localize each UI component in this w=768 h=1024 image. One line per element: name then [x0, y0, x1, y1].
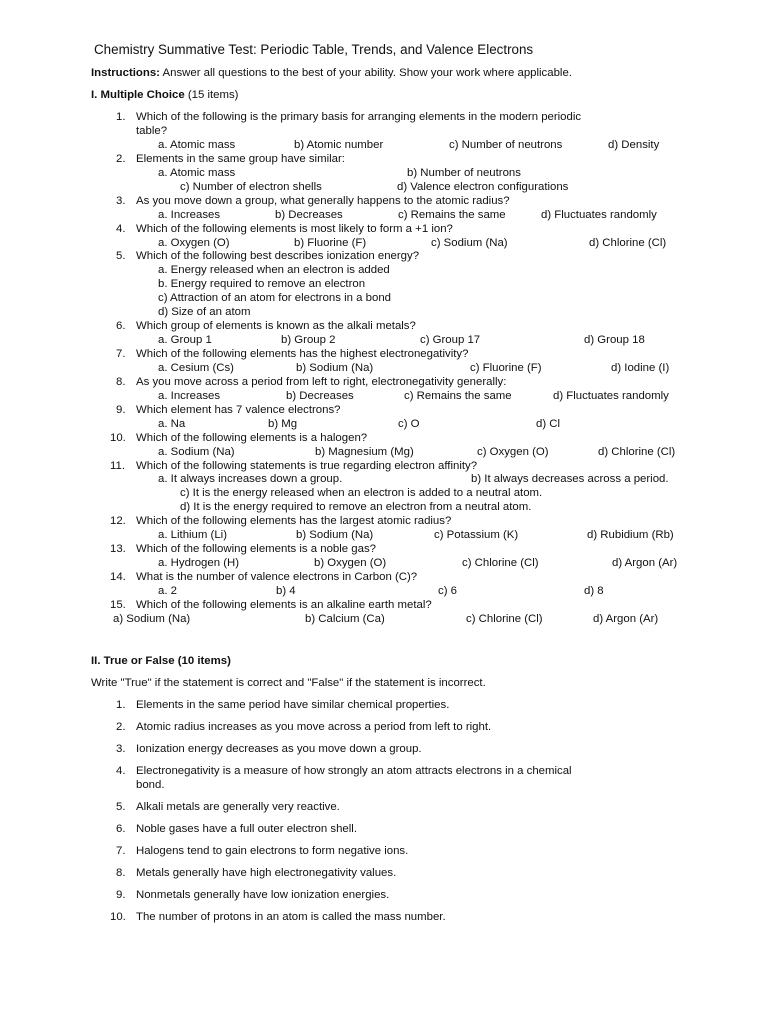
- q5-number: 5.: [116, 250, 126, 262]
- tf-number: 8.: [116, 867, 126, 879]
- q13-option-b: b) Oxygen (O): [314, 557, 387, 569]
- q15-number: 15.: [110, 599, 126, 611]
- section-1-title: I. Multiple Choice: [91, 89, 185, 101]
- q12-option-c: c) Potassium (K): [434, 529, 519, 541]
- q4-option-d: d) Chlorine (Cl): [589, 237, 667, 249]
- tf-statement: Alkali metals are generally very reactive.: [136, 801, 340, 813]
- section-2-instructions: Write "True" if the statement is correct and "False" if the statement is incorrect.: [91, 677, 486, 689]
- q1-option-d: d) Density: [608, 139, 660, 151]
- q11-option-b: b) It always decreases across a period.: [471, 473, 669, 485]
- q12-number: 12.: [110, 515, 126, 527]
- tf-number: 5.: [116, 801, 126, 813]
- q7-question: Which of the following elements has the highest electronegativity?: [136, 348, 469, 360]
- q8-option-b: b) Decreases: [286, 390, 354, 402]
- tf-number: 10.: [110, 911, 126, 923]
- q13-question: Which of the following elements is a noble gas?: [136, 543, 376, 555]
- q7-option-d: d) Iodine (I): [611, 362, 670, 374]
- q4-question: Which of the following elements is most likely to form a +1 ion?: [136, 223, 453, 235]
- tf-number: 2.: [116, 721, 126, 733]
- tf-number: 6.: [116, 823, 126, 835]
- q9-option-c: c) O: [398, 418, 420, 430]
- q13-option-a: a. Hydrogen (H): [158, 557, 240, 569]
- tf-statement: Noble gases have a full outer electron shell.: [136, 823, 357, 835]
- q7-option-b: b) Sodium (Na): [296, 362, 374, 374]
- q10-question: Which of the following elements is a halogen?: [136, 432, 368, 444]
- q3-option-c: c) Remains the same: [398, 209, 506, 221]
- q1-option-b: b) Atomic number: [294, 139, 384, 151]
- q5-option-b: b. Energy required to remove an electron: [158, 278, 366, 290]
- q7-number: 7.: [116, 348, 126, 360]
- q6-question: Which group of elements is known as the alkali metals?: [136, 320, 416, 332]
- q5-option-a: a. Energy released when an electron is added: [158, 264, 390, 276]
- q8-option-c: c) Remains the same: [404, 390, 512, 402]
- q15-option-d: d) Argon (Ar): [593, 613, 659, 625]
- q13-option-d: d) Argon (Ar): [612, 557, 678, 569]
- q3-option-a: a. Increases: [158, 209, 221, 221]
- q6-number: 6.: [116, 320, 126, 332]
- q10-option-b: b) Magnesium (Mg): [315, 446, 414, 458]
- q1-option-a: a. Atomic mass: [158, 139, 236, 151]
- tf-statement: Atomic radius increases as you move across a period from left to right.: [136, 721, 492, 733]
- q14-option-a: a. 2: [158, 585, 177, 597]
- q2-question: Elements in the same group have similar:: [136, 153, 345, 165]
- q9-option-a: a. Na: [158, 418, 186, 430]
- q11-option-c: c) It is the energy released when an electron is added to a neutral atom.: [180, 487, 543, 499]
- page-title: Chemistry Summative Test: Periodic Table, Trends, and Valence Electrons: [94, 42, 534, 57]
- tf-statement: Metals generally have high electronegativity values.: [136, 867, 397, 879]
- q13-option-c: c) Chlorine (Cl): [462, 557, 539, 569]
- tf-statement: Halogens tend to gain electrons to form negative ions.: [136, 845, 409, 857]
- q4-option-c: c) Sodium (Na): [431, 237, 508, 249]
- q2-option-c: c) Number of electron shells: [180, 181, 322, 193]
- tf-statement: Electronegativity is a measure of how strongly an atom attracts electrons in a chemical: [136, 765, 572, 777]
- q1-question-cont: table?: [136, 125, 168, 137]
- q6-option-a: a. Group 1: [158, 334, 212, 346]
- q14-option-c: c) 6: [438, 585, 457, 597]
- q7-option-c: c) Fluorine (F): [470, 362, 542, 374]
- q15-question: Which of the following elements is an alkaline earth metal?: [136, 599, 432, 611]
- q8-question: As you move across a period from left to right, electronegativity generally:: [136, 376, 507, 388]
- q8-option-a: a. Increases: [158, 390, 221, 402]
- q1-question: Which of the following is the primary basis for arranging elements in the modern periodic: [136, 111, 582, 123]
- q12-option-d: d) Rubidium (Rb): [587, 529, 674, 541]
- q8-number: 8.: [116, 376, 126, 388]
- tf-number: 3.: [116, 743, 126, 755]
- tf-number: 7.: [116, 845, 126, 857]
- q12-option-b: b) Sodium (Na): [296, 529, 374, 541]
- q11-option-a: a. It always increases down a group.: [158, 473, 343, 485]
- q5-option-d: d) Size of an atom: [158, 306, 251, 318]
- tf-statement: The number of protons in an atom is called the mass number.: [136, 911, 446, 923]
- q14-option-d: d) 8: [584, 585, 604, 597]
- tf-number: 1.: [116, 699, 126, 711]
- tf-statement: Ionization energy decreases as you move down a group.: [136, 743, 422, 755]
- q7-option-a: a. Cesium (Cs): [158, 362, 234, 374]
- q3-option-d: d) Fluctuates randomly: [541, 209, 657, 221]
- q1-option-c: c) Number of neutrons: [449, 139, 563, 151]
- q4-number: 4.: [116, 223, 126, 235]
- section-1-heading: [91, 88, 238, 102]
- q4-option-a: a. Oxygen (O): [158, 237, 230, 249]
- q6-option-c: c) Group 17: [420, 334, 481, 346]
- q6-option-d: d) Group 18: [584, 334, 645, 346]
- section-1-count: (15 items): [184, 89, 239, 101]
- q9-option-b: b) Mg: [268, 418, 298, 430]
- q11-number: 11.: [110, 460, 125, 472]
- q15-option-a: a) Sodium (Na): [113, 613, 191, 625]
- q11-option-d: d) It is the energy required to remove an electron from a neutral atom.: [180, 501, 532, 513]
- q14-number: 14.: [110, 571, 126, 583]
- q10-option-a: a. Sodium (Na): [158, 446, 235, 458]
- tf-number: 9.: [116, 889, 126, 901]
- q15-option-c: c) Chlorine (Cl): [466, 613, 543, 625]
- tf-number: 4.: [116, 765, 126, 777]
- q2-number: 2.: [116, 153, 126, 165]
- q3-option-b: b) Decreases: [275, 209, 343, 221]
- q13-number: 13.: [110, 543, 126, 555]
- q9-question: Which element has 7 valence electrons?: [136, 404, 341, 416]
- q2-option-d: d) Valence electron configurations: [397, 181, 569, 193]
- q9-number: 9.: [116, 404, 126, 416]
- q14-question: What is the number of valence electrons in Carbon (C)?: [136, 571, 418, 583]
- q10-number: 10.: [110, 432, 126, 444]
- q3-question: As you move down a group, what generally happens to the atomic radius?: [136, 195, 510, 207]
- instructions-label: Instructions:: [91, 67, 160, 79]
- q2-option-a: a. Atomic mass: [158, 167, 236, 179]
- q9-option-d: d) Cl: [536, 418, 561, 430]
- q11-question: Which of the following statements is true regarding electron affinity?: [136, 460, 478, 472]
- tf-statement: Nonmetals generally have low ionization energies.: [136, 889, 390, 901]
- section-2-heading: II. True or False (10 items): [91, 655, 231, 667]
- q5-question: Which of the following best describes ionization energy?: [136, 250, 420, 262]
- q6-option-b: b) Group 2: [281, 334, 336, 346]
- tf-statement-cont: bond.: [136, 779, 165, 791]
- q12-option-a: a. Lithium (Li): [158, 529, 228, 541]
- q3-number: 3.: [116, 195, 126, 207]
- q1-number: 1.: [116, 111, 126, 123]
- q2-option-b: b) Number of neutrons: [407, 167, 521, 179]
- instructions: [91, 66, 572, 80]
- q10-option-c: c) Oxygen (O): [477, 446, 549, 458]
- instructions-text: Answer all questions to the best of your ability. Show your work where applicable.: [159, 67, 572, 79]
- q4-option-b: b) Fluorine (F): [294, 237, 367, 249]
- q5-option-c: c) Attraction of an atom for electrons in a bond: [158, 292, 392, 304]
- q8-option-d: d) Fluctuates randomly: [553, 390, 669, 402]
- q15-option-b: b) Calcium (Ca): [305, 613, 385, 625]
- tf-statement: Elements in the same period have similar chemical properties.: [136, 699, 450, 711]
- q10-option-d: d) Chlorine (Cl): [598, 446, 676, 458]
- q12-question: Which of the following elements has the largest atomic radius?: [136, 515, 452, 527]
- q14-option-b: b) 4: [276, 585, 296, 597]
